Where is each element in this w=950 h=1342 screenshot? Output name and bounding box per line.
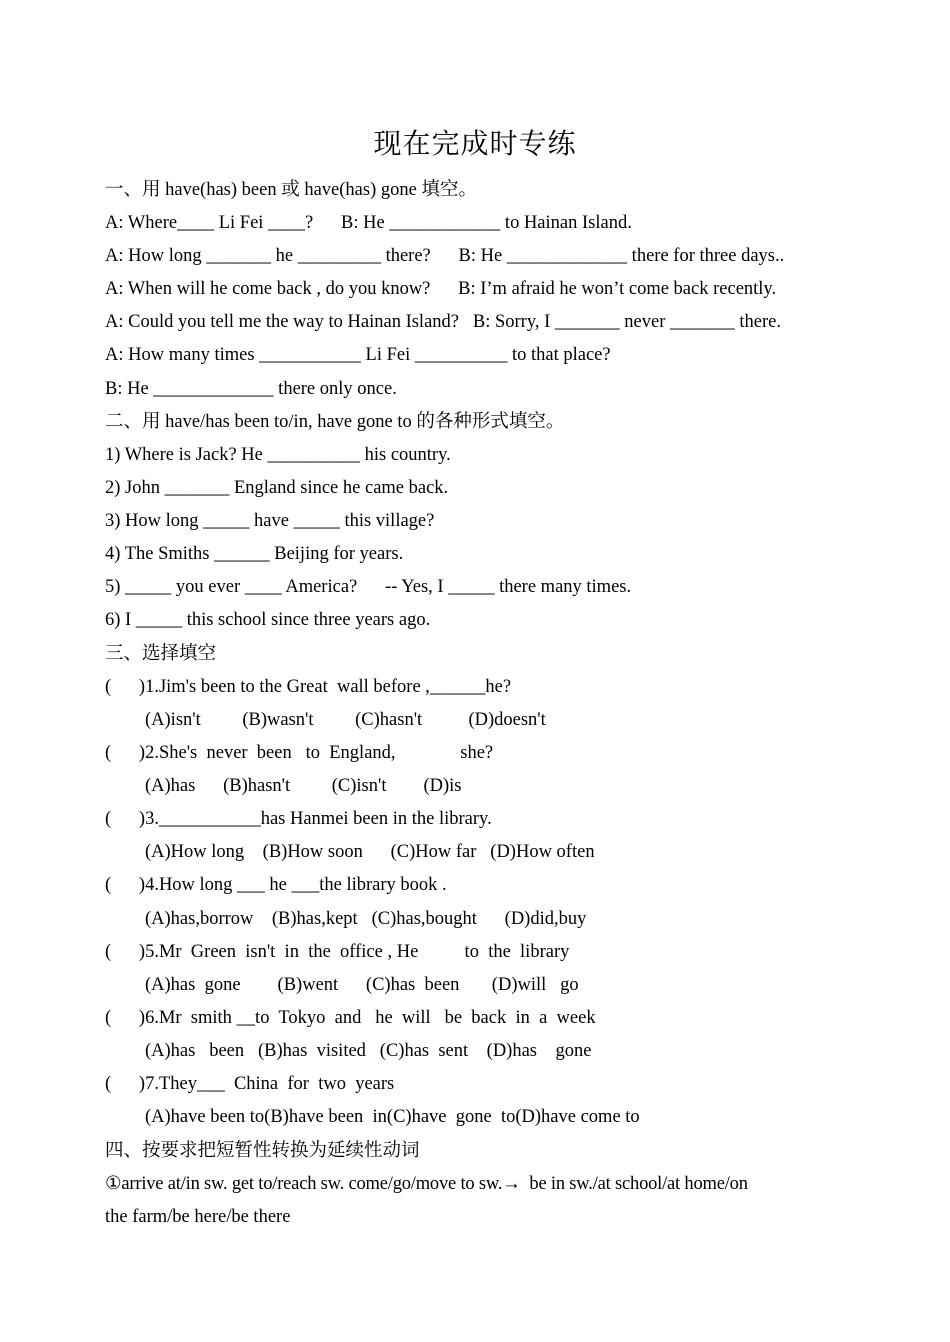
exercise-line: 5) _____ you ever ____ America? -- Yes, I _____ there many times. — [105, 577, 632, 597]
options-line: (A)has (B)hasn't (C)isn't (D)is — [145, 776, 462, 796]
exercise-line: A: When will he come back , do you know? B: I’m afraid he won’t come back recently. — [105, 279, 777, 299]
exercise-line: 3) How long _____ have _____ this village? — [105, 511, 435, 531]
exercise-line: ①arrive at/in sw. get to/reach sw. come/go/move to sw.→ be in sw./at school/at home/on — [105, 1174, 748, 1194]
page-title: 现在完成时专练 — [373, 129, 577, 160]
section-1-heading: 一、用 have(has) been 或 have(has) gone 填空。 — [105, 180, 477, 200]
exercise-line: the farm/be here/be there — [105, 1207, 291, 1227]
options-line: (A)How long (B)How soon (C)How far (D)How often — [145, 842, 595, 862]
exercise-line: 1) Where is Jack? He __________ his country. — [105, 445, 451, 465]
section-3-heading: 三、选择填空 — [105, 644, 217, 664]
options-line: (A)has gone (B)went (C)has been (D)will go — [145, 975, 579, 995]
question-line: ( )5.Mr Green isn't in the office , He to the library — [105, 942, 570, 962]
section-2-heading: 二、用 have/has been to/in, have gone to 的各种形式填空。 — [105, 412, 565, 432]
options-line: (A)has,borrow (B)has,kept (C)has,bought (D)did,buy — [145, 909, 587, 929]
exercise-line: A: How many times ___________ Li Fei __________ to that place? — [105, 345, 611, 365]
exercise-line: 4) The Smiths ______ Beijing for years. — [105, 544, 404, 564]
options-line: (A)have been to(B)have been in(C)have gone to(D)have come to — [145, 1107, 640, 1127]
question-line: ( )7.They___ China for two years — [105, 1074, 395, 1094]
options-line: (A)has been (B)has visited (C)has sent (D)has gone — [145, 1041, 592, 1061]
question-line: ( )3.___________has Hanmei been in the library. — [105, 809, 492, 829]
question-line: ( )1.Jim's been to the Great wall before ,______he? — [105, 677, 512, 697]
question-line: ( )4.How long ___ he ___the library book . — [105, 875, 447, 895]
exercise-line: B: He _____________ there only once. — [105, 379, 397, 399]
exercise-line: A: Could you tell me the way to Hainan Island? B: Sorry, I _______ never _______ there. — [105, 312, 781, 332]
exercise-line: 6) I _____ this school since three years ago. — [105, 610, 431, 630]
question-line: ( )6.Mr smith __to Tokyo and he will be back in a week — [105, 1008, 596, 1028]
exercise-line: 2) John _______ England since he came back. — [105, 478, 449, 498]
exercise-line: A: How long _______ he _________ there? B: He _____________ there for three days.. — [105, 246, 785, 266]
options-line: (A)isn't (B)wasn't (C)hasn't (D)doesn't — [145, 710, 546, 730]
question-line: ( )2.She's never been to England, she? — [105, 743, 494, 763]
exercise-line: A: Where____ Li Fei ____? B: He ____________ to Hainan Island. — [105, 213, 632, 233]
section-4-heading: 四、按要求把短暂性转换为延续性动词 — [105, 1141, 420, 1161]
